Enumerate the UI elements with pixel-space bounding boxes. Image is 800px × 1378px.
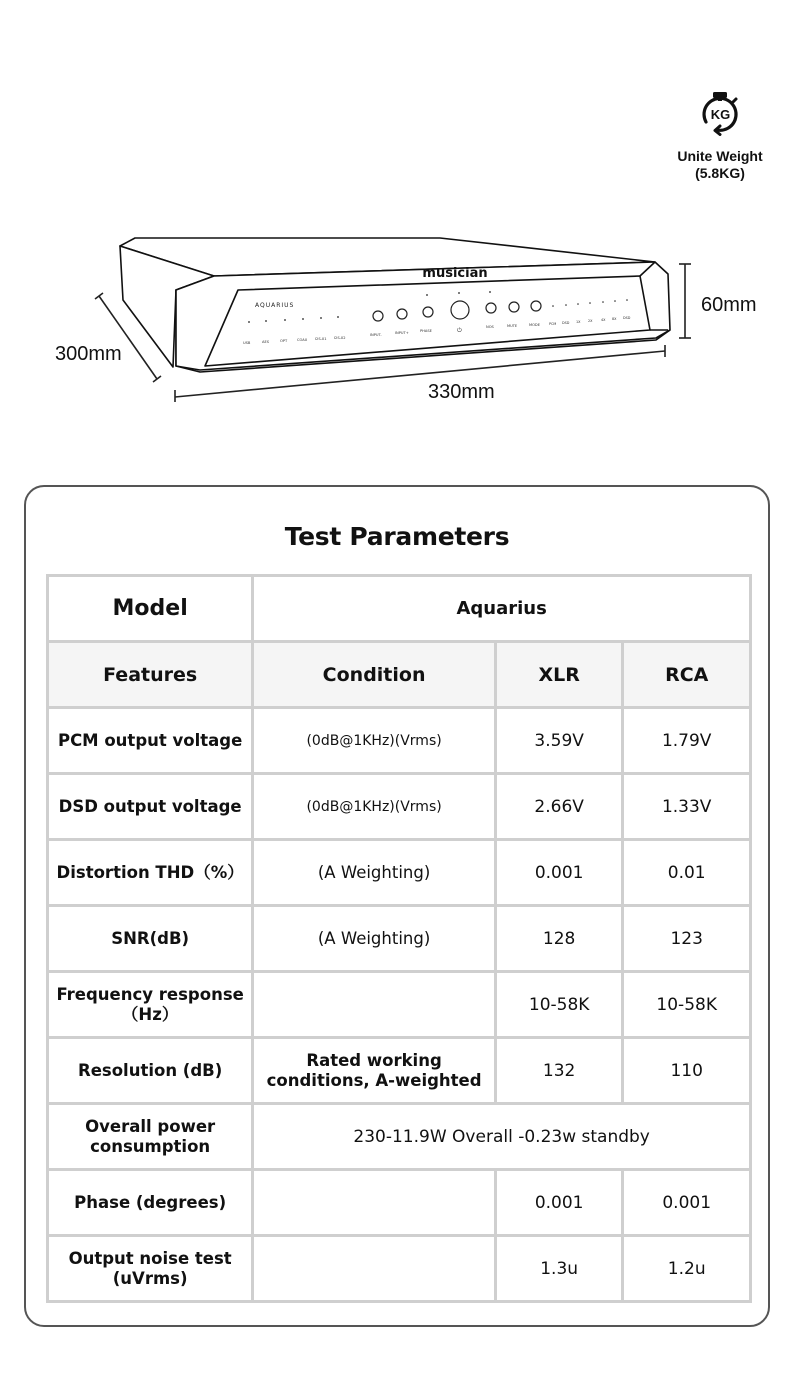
table-row xyxy=(48,1236,751,1302)
product-drawing xyxy=(0,220,800,420)
table-row xyxy=(48,1038,751,1104)
feature-cell: SNR(dB) xyxy=(48,906,253,972)
svg-text:OPT: OPT xyxy=(280,339,288,343)
rca-cell: 0.001 xyxy=(623,1170,751,1236)
xlr-cell: 3.59V xyxy=(495,708,623,774)
svg-text:4X: 4X xyxy=(601,318,606,322)
xlr-cell: 0.001 xyxy=(495,840,623,906)
card-title: Test Parameters xyxy=(284,522,510,551)
header-condition: Condition xyxy=(253,642,496,708)
header-row xyxy=(48,642,751,708)
unit-weight-badge xyxy=(660,90,780,182)
combined-value-cell: 230-11.9W Overall -0.23w standby xyxy=(253,1104,751,1170)
rca-cell: 110 xyxy=(623,1038,751,1104)
table-row xyxy=(48,840,751,906)
svg-text:1X: 1X xyxy=(576,320,581,324)
svg-text:musician: musician xyxy=(422,266,488,281)
condition-cell xyxy=(253,1170,496,1236)
svg-text:USB: USB xyxy=(243,341,251,345)
header-features: Features xyxy=(48,642,253,708)
svg-text:I2S-X1: I2S-X1 xyxy=(315,337,327,341)
xlr-cell: 128 xyxy=(495,906,623,972)
svg-text:KG: KG xyxy=(710,107,731,122)
dac-device-illustration xyxy=(0,220,800,420)
table-row xyxy=(48,906,751,972)
svg-text:PCM: PCM xyxy=(549,322,557,326)
svg-text:MUTE: MUTE xyxy=(507,324,518,328)
test-parameters-card xyxy=(24,485,770,1327)
svg-text:8X: 8X xyxy=(612,317,617,321)
rca-cell: 1.33V xyxy=(623,774,751,840)
feature-cell: Overall power consumption xyxy=(48,1104,253,1170)
svg-text:DSD: DSD xyxy=(562,321,570,325)
depth-dimension-label: 300mm xyxy=(55,343,122,365)
svg-text:I2S-X2: I2S-X2 xyxy=(334,336,346,340)
table-row xyxy=(48,1104,751,1170)
svg-text:2X: 2X xyxy=(588,319,593,323)
svg-text:NOS: NOS xyxy=(486,325,494,329)
xlr-cell: 10-58K xyxy=(495,972,623,1038)
height-dimension-label: 60mm xyxy=(701,294,757,316)
rca-cell: 1.79V xyxy=(623,708,751,774)
table-row xyxy=(48,972,751,1038)
svg-text:AES: AES xyxy=(262,340,270,344)
condition-cell xyxy=(253,1236,496,1302)
svg-text:COAX: COAX xyxy=(297,338,308,342)
rca-cell: 0.01 xyxy=(623,840,751,906)
model-label: Model xyxy=(48,576,253,642)
svg-text:DSD: DSD xyxy=(623,316,631,320)
condition-cell: (0dB@1KHz)(Vrms) xyxy=(253,774,496,840)
feature-cell: DSD output voltage xyxy=(48,774,253,840)
feature-cell: PCM output voltage xyxy=(48,708,253,774)
feature-cell: Resolution (dB) xyxy=(48,1038,253,1104)
condition-cell xyxy=(253,972,496,1038)
width-dimension-label: 330mm xyxy=(428,381,495,403)
rca-cell: 1.2u xyxy=(623,1236,751,1302)
svg-text:INPUT+: INPUT+ xyxy=(395,331,409,335)
test-parameters-table xyxy=(46,574,752,1303)
svg-text:INPUT-: INPUT- xyxy=(370,333,382,337)
xlr-cell: 1.3u xyxy=(495,1236,623,1302)
model-row xyxy=(48,576,751,642)
svg-text:AQUARIUS: AQUARIUS xyxy=(255,302,295,309)
svg-text:MODE: MODE xyxy=(529,323,540,327)
header-xlr: XLR xyxy=(495,642,623,708)
feature-cell: Phase (degrees) xyxy=(48,1170,253,1236)
rca-cell: 10-58K xyxy=(623,972,751,1038)
weight-value: (5.8KG) xyxy=(695,165,745,181)
svg-text:PHASE: PHASE xyxy=(420,329,432,333)
table-row xyxy=(48,774,751,840)
feature-cell: Output noise test (uVrms) xyxy=(48,1236,253,1302)
xlr-cell: 0.001 xyxy=(495,1170,623,1236)
kg-stopwatch-icon xyxy=(697,90,743,136)
rca-cell: 123 xyxy=(623,906,751,972)
model-value: Aquarius xyxy=(253,576,751,642)
condition-cell: Rated working conditions, A-weighted xyxy=(253,1038,496,1104)
table-row xyxy=(48,708,751,774)
feature-cell: Distortion THD（%） xyxy=(48,840,253,906)
svg-text:⏻: ⏻ xyxy=(457,327,462,334)
condition-cell: (A Weighting) xyxy=(253,840,496,906)
feature-cell: Frequency response（Hz） xyxy=(48,972,253,1038)
condition-cell: (0dB@1KHz)(Vrms) xyxy=(253,708,496,774)
condition-cell: (A Weighting) xyxy=(253,906,496,972)
xlr-cell: 2.66V xyxy=(495,774,623,840)
header-rca: RCA xyxy=(623,642,751,708)
table-row xyxy=(48,1170,751,1236)
weight-label: Unite Weight xyxy=(677,148,763,164)
xlr-cell: 132 xyxy=(495,1038,623,1104)
